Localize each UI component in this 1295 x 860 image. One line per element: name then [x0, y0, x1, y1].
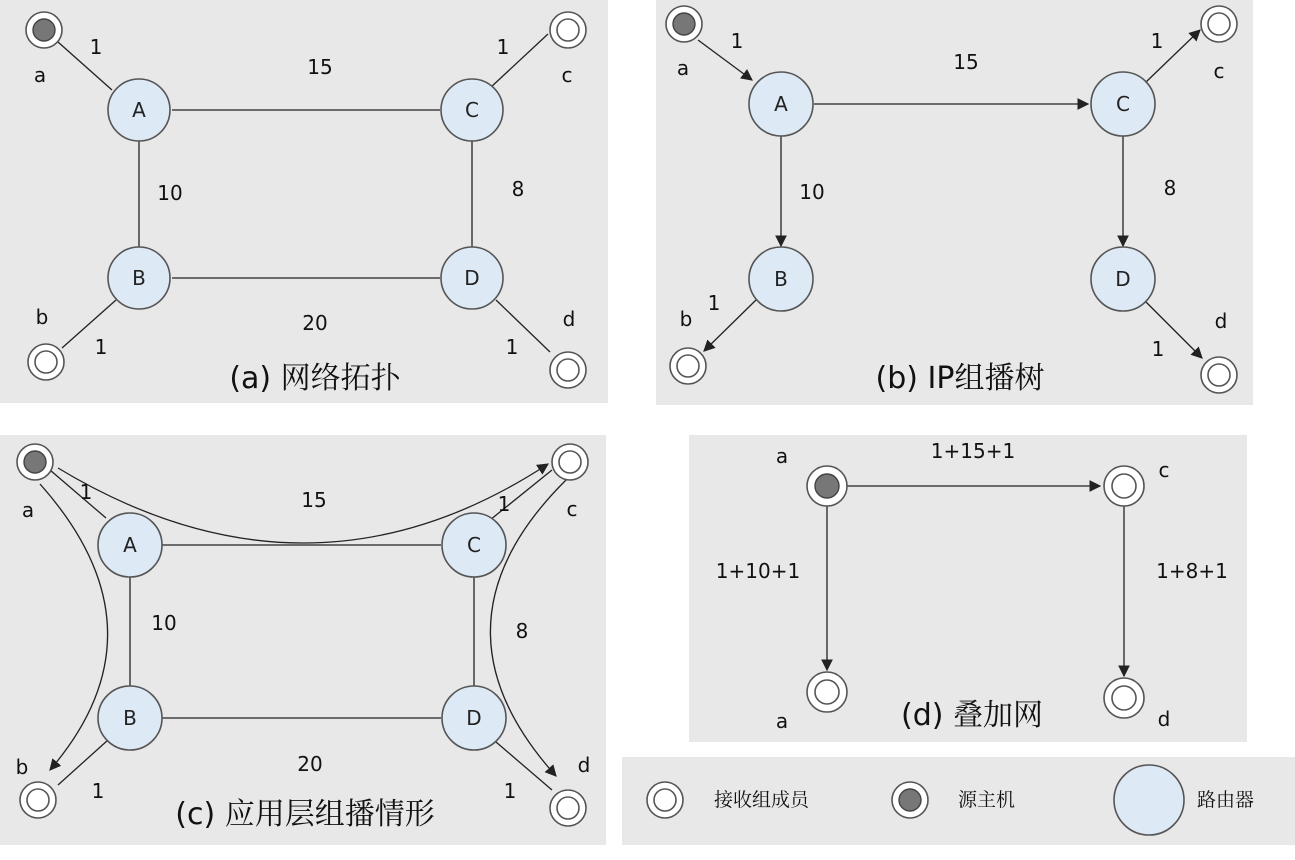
router-B: [98, 686, 162, 750]
weight-label: 15: [307, 55, 333, 79]
weight-label: 1: [707, 291, 721, 315]
legend-source-icon: [892, 782, 928, 818]
receiver-host-b: [670, 348, 706, 384]
receiver-host-c: [550, 12, 586, 48]
legend-source-label: 源主机: [958, 789, 1016, 811]
weight-label: 8: [511, 177, 525, 201]
router-label: A: [774, 92, 788, 116]
host-label: d: [577, 753, 591, 777]
router-C: [1091, 72, 1155, 136]
source-host-a: [17, 444, 53, 480]
router-label: D: [464, 266, 480, 290]
receiver-host-b: [28, 344, 64, 380]
router-B: [108, 247, 170, 309]
receiver-host-a: [807, 672, 847, 712]
receiver-host-d: [1201, 357, 1237, 393]
router-label: B: [123, 706, 137, 730]
router-A: [749, 72, 813, 136]
host-label: a: [21, 498, 35, 522]
router-C: [441, 79, 503, 141]
weight-label: 1: [505, 335, 519, 359]
weight-label: 1: [1151, 337, 1165, 361]
host-label: c: [566, 497, 578, 521]
weight-label: 1: [497, 492, 511, 516]
host-label: c: [1213, 59, 1225, 83]
host-label: c: [1158, 458, 1170, 482]
weight-label: 20: [302, 311, 328, 335]
weight-label: 10: [157, 181, 183, 205]
router-label: C: [1116, 92, 1130, 116]
weight-label: 1: [79, 480, 93, 504]
legend-receiver-icon: [647, 782, 683, 818]
caption-c: (c) 应用层组播情形: [175, 797, 435, 832]
weight-label: 1: [496, 35, 510, 59]
weight-label: 20: [297, 752, 323, 776]
weight-label: 1: [89, 35, 103, 59]
router-B: [749, 247, 813, 311]
router-A: [108, 79, 170, 141]
receiver-host-b: [20, 782, 56, 818]
router-label: C: [467, 533, 481, 557]
router-D: [442, 686, 506, 750]
router-A: [98, 513, 162, 577]
caption-b: (b) IP组播树: [875, 361, 1045, 396]
host-label: d: [1214, 309, 1228, 333]
weight-label: 8: [1163, 176, 1177, 200]
weight-label: 1: [503, 779, 517, 803]
router-label: C: [465, 98, 479, 122]
host-label: b: [35, 305, 49, 329]
weight-label: 10: [151, 611, 177, 635]
weight-label: 1+15+1: [930, 439, 1016, 463]
receiver-host-c: [1104, 466, 1144, 506]
router-label: D: [466, 706, 482, 730]
caption-a: (a) 网络拓扑: [229, 361, 401, 396]
weight-label: 1: [730, 29, 744, 53]
router-label: A: [123, 533, 137, 557]
receiver-host-c: [552, 444, 588, 480]
receiver-host-c: [1201, 6, 1237, 42]
receiver-host-d: [550, 790, 586, 826]
host-label: a: [775, 709, 789, 733]
legend-router-label: 路由器: [1197, 789, 1255, 811]
router-D: [1091, 247, 1155, 311]
host-label: c: [561, 63, 573, 87]
source-host-a: [666, 6, 702, 42]
receiver-host-d: [550, 352, 586, 388]
source-host-a: [807, 466, 847, 506]
router-D: [441, 247, 503, 309]
legend-router-icon: [1114, 765, 1184, 835]
host-label: d: [562, 307, 576, 331]
weight-label: 1+10+1: [715, 559, 801, 583]
weight-label: 1: [1150, 29, 1164, 53]
weight-label: 15: [953, 50, 979, 74]
host-label: a: [33, 63, 47, 87]
legend-receiver-label: 接收组成员: [714, 789, 810, 811]
weight-label: 1: [94, 335, 108, 359]
host-label: a: [676, 56, 690, 80]
host-label: a: [775, 444, 789, 468]
weight-label: 1: [91, 779, 105, 803]
router-label: B: [774, 267, 788, 291]
weight-label: 15: [301, 488, 327, 512]
host-label: d: [1157, 707, 1171, 731]
router-C: [442, 513, 506, 577]
router-label: B: [132, 266, 146, 290]
router-label: A: [132, 98, 146, 122]
source-host-a: [26, 12, 62, 48]
weight-label: 10: [799, 180, 825, 204]
host-label: b: [15, 755, 29, 779]
receiver-host-d: [1104, 678, 1144, 718]
weight-label: 1+8+1: [1156, 559, 1228, 583]
caption-d: (d) 叠加网: [901, 698, 1043, 733]
weight-label: 8: [515, 619, 529, 643]
router-label: D: [1115, 267, 1131, 291]
host-label: b: [679, 307, 693, 331]
